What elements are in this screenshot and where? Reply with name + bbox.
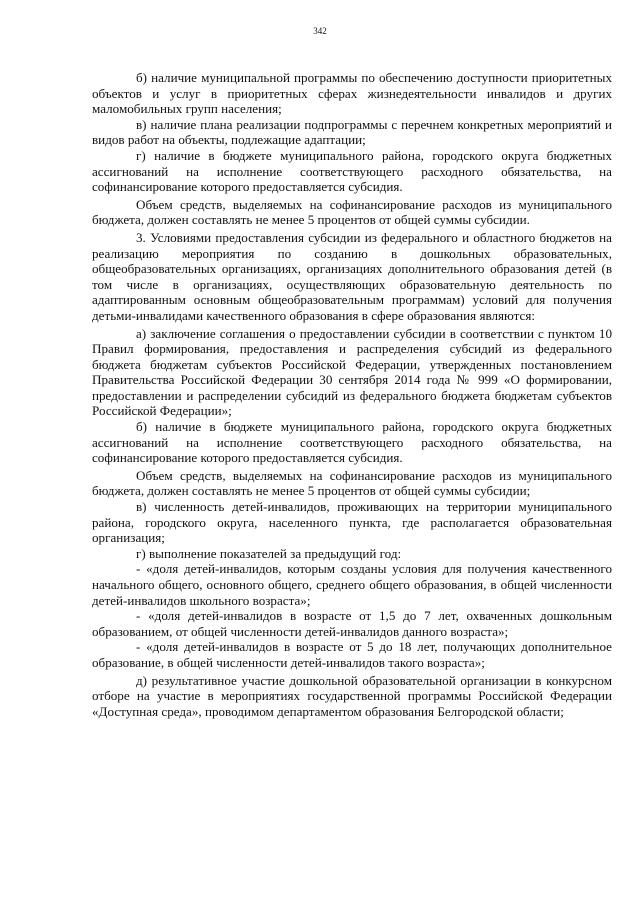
indicator-preschool: - «доля детей-инвалидов в возрасте от 1,5 до 7 лет, охваченных дошкольным образованием, от общей численности детей-инвалидов данного возраста»;	[92, 608, 612, 639]
paragraph-b-program: б) наличие муниципальной программы по обеспечению доступности приоритетных объектов и услуг в приоритетных сферах жизнедеятельности инвалидов и других маломобильных групп населения;	[92, 70, 612, 117]
paragraph-cofinancing-volume: Объем средств, выделяемых на софинансирование расходов из муниципального бюджета, должен составлять не менее 5 процентов от общей суммы субсидии.	[92, 196, 612, 228]
paragraph-g-indicators: г) выполнение показателей за предыдущий год:	[136, 545, 402, 561]
paragraph-b-budget: б) наличие в бюджете муниципального района, городского округа бюджетных ассигнований на исполнение соответствующего расходного обязательства, на софинансирование которого предоставляется субсидия.	[92, 419, 612, 466]
paragraph-d-competition: д) результативное участие дошкольной образовательной организации в конкурсном отборе на участие в мероприятиях государственной программы Российской Федерации «Доступная среда», проводимом департаментом образования Белгородской области;	[92, 672, 612, 719]
indicator-school-age: - «доля детей-инвалидов, которым созданы условия для получения качественного начального общего, основного общего, среднего общего образования, в общей численности детей-инвалидов школьного возраста»;	[92, 561, 612, 608]
paragraph-g-budget: г) наличие в бюджете муниципального района, городского округа бюджетных ассигнований на исполнение соответствующего расходного обязательства, на софинансирование которого предоставляется субсидия.	[92, 147, 612, 195]
paragraph-v-children-count: в) численность детей-инвалидов, проживающих на территории муниципального района, городского округа, населенного пункта, где располагается образовательная организация;	[92, 499, 612, 546]
paragraph-cofinancing-volume-2: Объем средств, выделяемых на софинансирование расходов из муниципального бюджета, должен составлять не менее 5 процентов от общей суммы субсидии;	[92, 467, 612, 499]
document-body	[92, 70, 612, 719]
indicator-additional-education: - «доля детей-инвалидов в возрасте от 5 до 18 лет, получающих дополнительное образование, в общей численности детей-инвалидов такого возраста»;	[92, 639, 612, 670]
paragraph-v-plan: в) наличие плана реализации подпрограммы с перечнем конкретных мероприятий и видов работ на объекты, подлежащие адаптации;	[92, 116, 612, 148]
paragraph-a-agreement: а) заключение соглашения о предоставлении субсидии в соответствии с пунктом 10 Правил формирования, предоставления и распределения субсидий из федерального бюджета бюджетам субъектов Российской Федерации, утвержденных постановлением Правительства Российской Федерации 30 сентября 2014 года № 999 «О формировании, предоставлении и распределении субсидий из федерального бюджета бюджетам субъектов Российской Федерации»;	[92, 325, 612, 419]
paragraph-3-conditions: 3. Условиями предоставления субсидии из федерального и областного бюджетов на реализацию мероприятия по созданию в дошкольных образовательных, общеобразовательных организациях, организациях дополнительного образования детей (в том числе в организациях, осуществляющих образовательную деятельность по адаптированным основным общеобразовательным программам) условий для получения детьми-инвалидами качественного образования в сфере образования являются:	[92, 229, 612, 323]
page-number: 342	[313, 26, 327, 36]
